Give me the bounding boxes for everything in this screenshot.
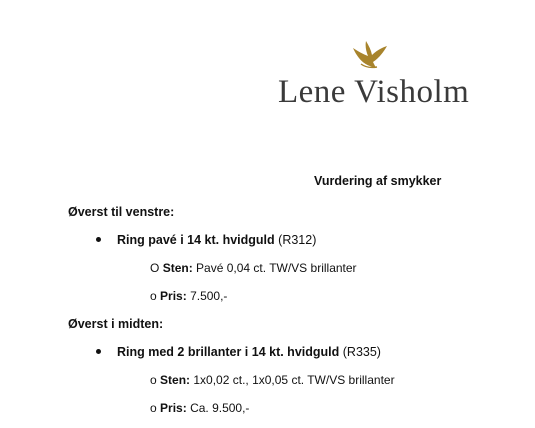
item-code: (R335) [342,345,381,359]
detail-value: Ca. 9.500,- [190,401,250,415]
bullet-icon [96,349,101,354]
item-code: (R312) [278,233,317,247]
section-heading: Øverst i midten: [68,317,164,331]
detail-key: Pris: [160,289,187,303]
section-heading: Øverst til venstre: [68,205,175,219]
detail-value: 1x0,02 ct., 1x0,05 ct. TW/VS brillanter [193,373,395,387]
sub-bullet-marker: o [150,401,157,415]
detail-line [150,289,227,303]
detail-key: Sten: [162,261,193,275]
bird-logo-icon [349,40,391,70]
detail-line [150,261,357,275]
detail-value: 7.500,- [190,289,228,303]
detail-value: Pavé 0,04 ct. TW/VS brillanter [196,261,357,275]
bullet-icon [96,237,101,242]
sub-bullet-marker: o [150,289,157,303]
detail-line [150,401,249,415]
document-title: Vurdering af smykker [314,174,442,188]
sub-bullet-marker: o [150,373,157,387]
detail-key: Sten: [160,373,191,387]
brand-logo-text: Lene Visholm [278,74,470,110]
sub-bullet-marker: O [150,261,160,275]
list-item [96,345,381,359]
list-item [96,233,316,247]
item-name: Ring med 2 brillanter i 14 kt. hvidguld [117,345,340,359]
detail-line [150,373,395,387]
detail-key: Pris: [160,401,187,415]
item-name: Ring pavé i 14 kt. hvidguld [117,233,275,247]
